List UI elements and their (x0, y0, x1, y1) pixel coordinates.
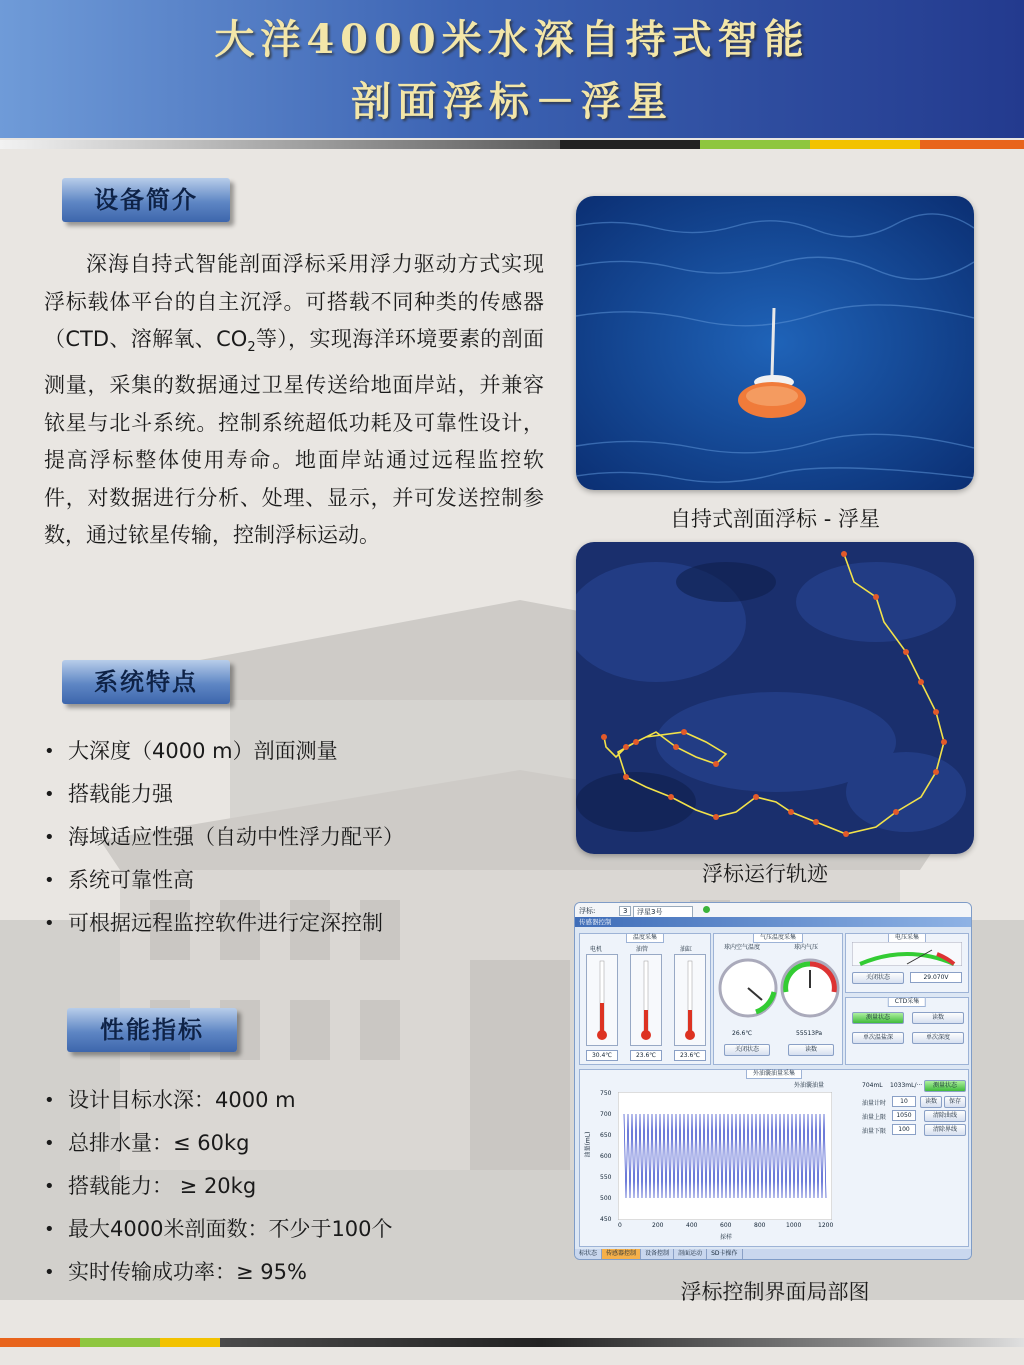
gauge1-value: 26.6℃ (732, 1030, 753, 1037)
list-item: • 可根据远程监控软件进行定深控制 (44, 902, 404, 945)
x-tick: 800 (754, 1222, 766, 1229)
float-photo-caption: 自持式剖面浮标 - 浮星 (670, 507, 880, 531)
temp-group (579, 933, 711, 1065)
clear-bounds-button[interactable]: 清除界线 (924, 1124, 966, 1136)
thermometer-icon (630, 954, 662, 1046)
oil-counter-label: 油量计时 (862, 1100, 887, 1107)
thermometer-icon (586, 954, 618, 1046)
oil-lower-input[interactable]: 100 (892, 1124, 916, 1135)
list-item: • 系统可靠性高 (44, 859, 404, 902)
x-tick: 200 (652, 1222, 664, 1229)
specs-list (44, 1079, 393, 1294)
oil-group-title: 外油囊油量采集 (746, 1069, 802, 1079)
ui-topbar-label: 浮标: (579, 907, 596, 915)
y-tick: 500 (600, 1195, 612, 1202)
x-tick: 400 (686, 1222, 698, 1229)
intro-text-part1: 深海自持式智能剖面浮标采用浮力驱动方式实现浮标载体平台的自主沉浮。可搭载不同种类的传感器（CTD、溶解氧、CO (44, 252, 544, 352)
ctd-group-title: CTD采集 (888, 997, 926, 1007)
list-item: • 设计目标水深：4000 m (44, 1079, 393, 1122)
decorative-color-stripe-bottom (0, 1338, 1024, 1347)
y-tick: 700 (600, 1111, 612, 1118)
y-tick: 650 (600, 1132, 612, 1139)
decorative-color-stripe-top (0, 140, 1024, 149)
oil-group (579, 1069, 969, 1247)
list-item: • 海域适应性强（自动中性浮力配平） (44, 816, 404, 859)
list-item: • 搭载能力： ≥ 20kg (44, 1165, 393, 1208)
trajectory-map (576, 542, 974, 854)
oil-value-2: 1033mL/··· (890, 1082, 923, 1089)
poster-header (0, 0, 1024, 138)
status-led-icon (703, 906, 710, 913)
features-list (44, 730, 404, 945)
section-heading-specs: 性能指标 (67, 1008, 237, 1052)
tab-sensor-control[interactable]: 传感器控制 (602, 1249, 641, 1259)
list-item: • 大深度（4000 m）剖面测量 (44, 730, 404, 773)
voltage-group (845, 933, 969, 993)
pressure-group (713, 933, 843, 1065)
gauges-icon (716, 952, 840, 1022)
y-tick: 600 (600, 1153, 612, 1160)
intro-paragraph (44, 246, 544, 555)
tab-float-status[interactable]: 标状态 (575, 1249, 602, 1259)
clear-curve-button[interactable]: 清除曲线 (924, 1110, 966, 1122)
ui-tab-bar (575, 1249, 971, 1259)
ui-topbar (575, 903, 971, 918)
tab-device-control[interactable]: 设备控制 (641, 1249, 674, 1259)
intro-text-part2: 等），实现海洋环境要素的剖面测量，采集的数据通过卫星传送给地面岸站，并兼容铱星与北斗系统。控制系统超低功耗及可靠性设计，提高浮标整体使用寿命。地面岸站通过远程监控软件，对数据进行分析、处理、显示，并可发送控制参数，通过铱星传输，控制浮标运动。 (44, 327, 544, 548)
voltage-meter-icon (852, 942, 962, 966)
list-item: • 实时传输成功率：≥ 95% (44, 1251, 393, 1294)
oil-upper-label: 油量上限 (862, 1114, 887, 1121)
section-heading-intro: 设备简介 (62, 178, 230, 222)
list-item: • 搭载能力强 (44, 773, 404, 816)
oil-measure-state-button[interactable]: 测量状态 (924, 1080, 966, 1092)
temp-value-cylinder: 23.6℃ (674, 1050, 706, 1061)
control-ui-caption: 浮标控制界面局部图 (680, 1280, 870, 1304)
thermometer-icon (674, 954, 706, 1046)
temp-label-cylinder: 油缸 (680, 946, 693, 953)
list-item: • 总排水量：≤ 60kg (44, 1122, 393, 1165)
voltage-close-state-button[interactable]: 关闭状态 (852, 972, 904, 984)
poster-title-line-2: 剖面浮标－浮星 (351, 78, 673, 125)
voltage-group-title: 电压采集 (888, 933, 926, 943)
trajectory-caption: 浮标运行轨迹 (702, 862, 828, 886)
ctd-read-button[interactable]: 读数 (912, 1012, 964, 1024)
y-tick: 750 (600, 1090, 612, 1097)
ui-float-id[interactable]: 3 (619, 906, 631, 916)
x-tick: 1000 (786, 1222, 802, 1229)
oil-upper-input[interactable]: 1050 (892, 1110, 916, 1121)
x-tick: 600 (720, 1222, 732, 1229)
oil-y-axis-label: 油量(mL) (584, 1131, 592, 1158)
pressure-read-button[interactable]: 读数 (788, 1044, 834, 1056)
control-ui-screenshot (574, 902, 972, 1260)
float-photo (576, 196, 974, 490)
temp-group-title: 温度采集 (626, 933, 664, 943)
ctd-measure-state-button[interactable]: 测量状态 (852, 1012, 904, 1024)
oil-legend: 外油囊油量 (794, 1082, 825, 1089)
y-tick: 550 (600, 1174, 612, 1181)
oil-lower-label: 油量下限 (862, 1128, 887, 1135)
gauge2-label: 球内气压 (794, 944, 819, 951)
oil-counter-input[interactable]: 10 (892, 1096, 916, 1107)
tab-profile-motion[interactable]: 剖面运动 (674, 1249, 707, 1259)
temp-label-pipe: 油管 (636, 946, 649, 953)
temp-value-pipe: 23.6℃ (630, 1050, 662, 1061)
oil-save-button[interactable]: 保存 (944, 1096, 966, 1108)
y-tick: 450 (600, 1216, 612, 1223)
poster-title-line-1: 大洋4000米水深自持式智能 (214, 16, 810, 63)
oil-level-chart (618, 1092, 832, 1220)
oil-x-axis-label: 採样 (720, 1234, 733, 1241)
temp-label-motor: 电机 (590, 946, 603, 953)
list-item: • 最大4000米剖面数：不少于100个 (44, 1208, 393, 1251)
oil-value-1: 704mL (862, 1082, 883, 1089)
ctd-group (845, 997, 969, 1065)
pressure-close-state-button[interactable]: 关闭状态 (724, 1044, 770, 1056)
co2-subscript: 2 (247, 340, 256, 356)
gauge1-label: 球内空气温度 (724, 944, 761, 951)
x-tick: 1200 (818, 1222, 834, 1229)
section-heading-features: 系统特点 (62, 660, 230, 704)
ctd-single-profile-button[interactable]: 单次温盐深 (852, 1032, 904, 1044)
temp-value-motor: 30.4℃ (586, 1050, 618, 1061)
tab-sd-card[interactable]: SD卡操作 (707, 1249, 742, 1259)
pressure-group-title: 气压温度采集 (753, 933, 803, 943)
ui-window-title: 传感器控制 (575, 917, 972, 927)
ui-float-select[interactable]: 浮星3号 (633, 906, 693, 918)
oil-read-button[interactable]: 读数 (920, 1096, 942, 1108)
ctd-single-depth-button[interactable]: 单次深度 (912, 1032, 964, 1044)
voltage-value: 29.070V (910, 972, 962, 983)
x-tick: 0 (618, 1222, 622, 1229)
gauge2-value: 55513Pa (796, 1030, 823, 1037)
